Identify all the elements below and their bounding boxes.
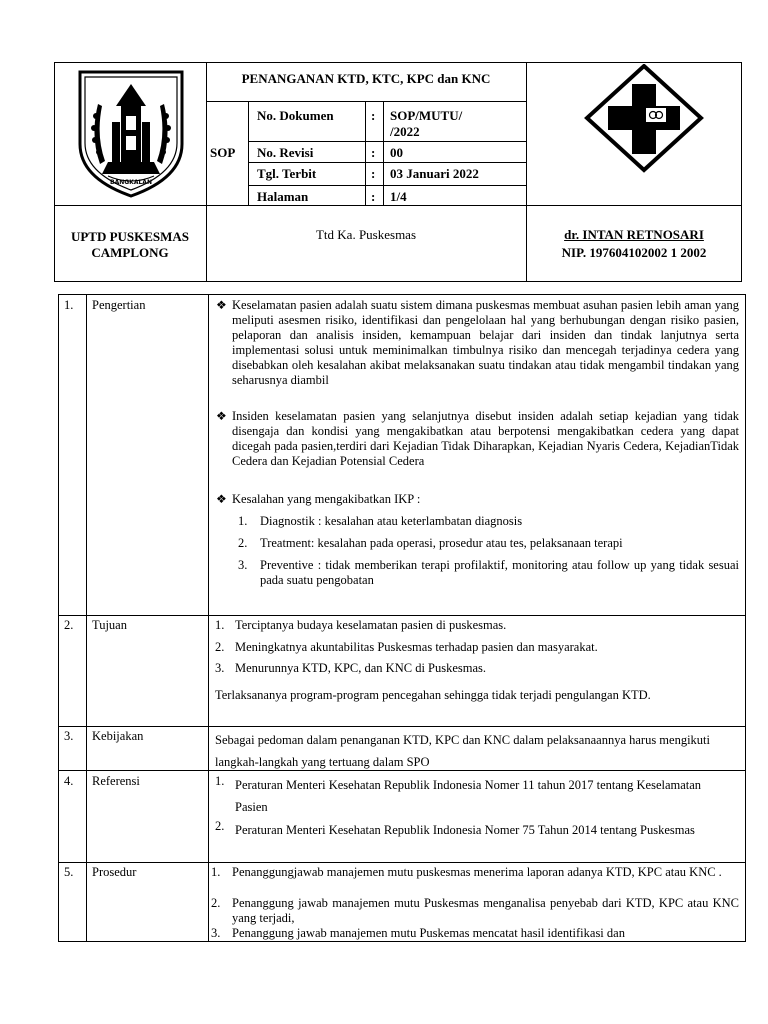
policy-paragraph: Sebagai pedoman dalam penanganan KTD, KPC dan KNC dalam pelaksanaannya harus mengikuti langkah-langkah yang tertuang dalam SPO bbox=[215, 733, 711, 769]
list-number: 2. bbox=[215, 819, 225, 833]
definition-paragraph: Keselamatan pasien adalah suatu sistem dimana puskesmas membuat asuhan pasien lebih aman yang meliputi asesmen risiko, identifikasi dan pengelolaan hal yang berhubungan dengan risiko pasien, pelaporan dan analisis insiden, kemampuan belajar dari insiden dan tindak lanjutnya serta implementasi solusi untuk meminimalkan timbulnya risiko dan mencegah terjadinya cedera yang disebabkan oleh kesalahan akibat melaksanakan suatu tindakan atau tidak mengambil tindakan yang seharusnya diambil bbox=[232, 298, 739, 387]
diamond-bullet-icon: ❖ bbox=[216, 492, 227, 506]
list-number: 1. bbox=[215, 618, 225, 632]
list-item: Peraturan Menteri Kesehatan Republik Indonesia Nomer 11 tahun 2017 tentang Keselamatan Pasien bbox=[235, 778, 702, 814]
diamond-bullet-icon: ❖ bbox=[216, 298, 227, 312]
list-item: Meningkatnya akuntabilitas Puskesmas terhadap pasien dan masyarakat. bbox=[235, 640, 598, 654]
list-item: Preventive : tidak memberikan terapi profilaktif, monitoring atau follow up yang tidak sesuai pada suatu pengobatan bbox=[260, 558, 739, 587]
table-border bbox=[58, 294, 746, 295]
list-number: 3. bbox=[215, 661, 225, 675]
meta-value-revision: 00 bbox=[390, 145, 403, 160]
table-border bbox=[58, 862, 746, 863]
list-number: 1. bbox=[211, 865, 221, 879]
section-title: Tujuan bbox=[92, 618, 127, 632]
section-number: 4. bbox=[64, 774, 74, 788]
list-item: Penanggungjawab manajemen mutu puskesmas menerima laporan adanya KTD, KPC atau KNC . bbox=[232, 865, 722, 879]
definition-paragraph: Kesalahan yang mengakibatkan IKP : bbox=[232, 492, 421, 506]
table-border bbox=[745, 294, 746, 942]
list-number: 3. bbox=[211, 926, 221, 940]
organization-name-line: CAMPLONG bbox=[91, 245, 169, 260]
section-number: 3. bbox=[64, 729, 74, 743]
list-number: 1. bbox=[238, 514, 248, 528]
list-item: Diagnostik : kesalahan atau keterlambatan diagnosis bbox=[260, 514, 523, 528]
section-title: Prosedur bbox=[92, 865, 137, 879]
list-item: Penanggung jawab manajemen mutu Puskesmas menganalisa penyebab dari KTD, KPC atau KNC yang terjadi, bbox=[232, 896, 739, 925]
table-border bbox=[58, 615, 746, 616]
table-border bbox=[58, 294, 59, 942]
definition-paragraph: Insiden keselamatan pasien yang selanjutnya disebut insiden adalah setiap kejadian yang tidak disengaja dan kondisi yang mengakibatkan atau berpotensi mengakibatkan cedera yang dapat dicegah pada pasien,terdiri dari Kejadian Tidak Diharapkan, Kejadian Nyaris Cedera, KejadianTidak Cedera dan Kejadian Potensial Cedera bbox=[232, 409, 739, 468]
organization-name bbox=[54, 229, 206, 261]
meta-separator: : bbox=[371, 166, 376, 181]
list-item: Terciptanya budaya keselamatan pasien di puskesmas. bbox=[235, 618, 507, 632]
organization-name-line: UPTD PUSKESMAS bbox=[70, 229, 190, 244]
puskesmas-logo bbox=[584, 64, 704, 174]
meta-label-revision: No. Revisi bbox=[257, 145, 314, 160]
section-title: Referensi bbox=[92, 774, 140, 788]
section-title: Kebijakan bbox=[92, 729, 144, 743]
header-divider bbox=[248, 185, 526, 186]
section-number: 2. bbox=[64, 618, 74, 632]
head-name: dr. INTAN RETNOSARI bbox=[564, 227, 704, 242]
head-nip: NIP. 197604102002 1 2002 bbox=[561, 245, 707, 260]
table-border bbox=[86, 294, 87, 942]
meta-label-document-number: No. Dokumen bbox=[257, 108, 334, 123]
header-divider bbox=[248, 162, 526, 163]
meta-label-page: Halaman bbox=[257, 189, 309, 204]
list-number: 2. bbox=[211, 896, 221, 910]
meta-separator: : bbox=[371, 189, 376, 204]
meta-value-document-number: SOP/MUTU/ /2022 bbox=[390, 108, 463, 139]
section-number: 1. bbox=[64, 298, 74, 312]
signature-label: Ttd Ka. Puskesmas bbox=[315, 227, 417, 242]
header-divider bbox=[365, 101, 366, 205]
header-divider bbox=[248, 141, 526, 142]
header-divider bbox=[383, 101, 384, 205]
table-border bbox=[208, 294, 209, 942]
list-item: Peraturan Menteri Kesehatan Republik Indonesia Nomer 75 Tahun 2014 tentang Puskesmas bbox=[235, 823, 695, 837]
diamond-bullet-icon: ❖ bbox=[216, 409, 227, 423]
list-item: Menurunnya KTD, KPC, dan KNC di Puskesmas. bbox=[235, 661, 487, 675]
header-divider bbox=[206, 62, 207, 282]
table-border bbox=[58, 941, 746, 942]
list-number: 2. bbox=[215, 640, 225, 654]
list-number: 3. bbox=[238, 558, 248, 572]
meta-separator: : bbox=[371, 108, 376, 123]
list-number: 2. bbox=[238, 536, 248, 550]
meta-value-page: 1/4 bbox=[390, 189, 407, 204]
section-number: 5. bbox=[64, 865, 74, 879]
svg-text:BANGKALAN: BANGKALAN bbox=[110, 179, 152, 186]
section-title: Pengertian bbox=[92, 298, 146, 312]
meta-value-issue-date: 03 Januari 2022 bbox=[390, 166, 479, 181]
list-item: Penanggung jawab manajemen mutu Puskemas mencatat hasil identifikasi dan bbox=[232, 926, 625, 940]
sop-label: SOP bbox=[210, 145, 236, 160]
header-divider bbox=[248, 101, 249, 205]
document-title: PENANGANAN KTD, KTC, KPC dan KNC bbox=[241, 71, 491, 86]
meta-label-issue-date: Tgl. Terbit bbox=[257, 166, 317, 181]
list-item: Treatment: kesalahan pada operasi, prosedur atau tes, pelaksanaan terapi bbox=[260, 536, 623, 550]
regency-crest-logo bbox=[72, 66, 190, 200]
list-number: 1. bbox=[215, 774, 225, 788]
header-divider bbox=[54, 205, 742, 206]
table-border bbox=[58, 726, 746, 727]
header-divider bbox=[206, 101, 526, 102]
meta-separator: : bbox=[371, 145, 376, 160]
purpose-paragraph: Terlaksananya program-program pencegahan sehingga tidak terjadi pengulangan KTD. bbox=[215, 688, 651, 702]
